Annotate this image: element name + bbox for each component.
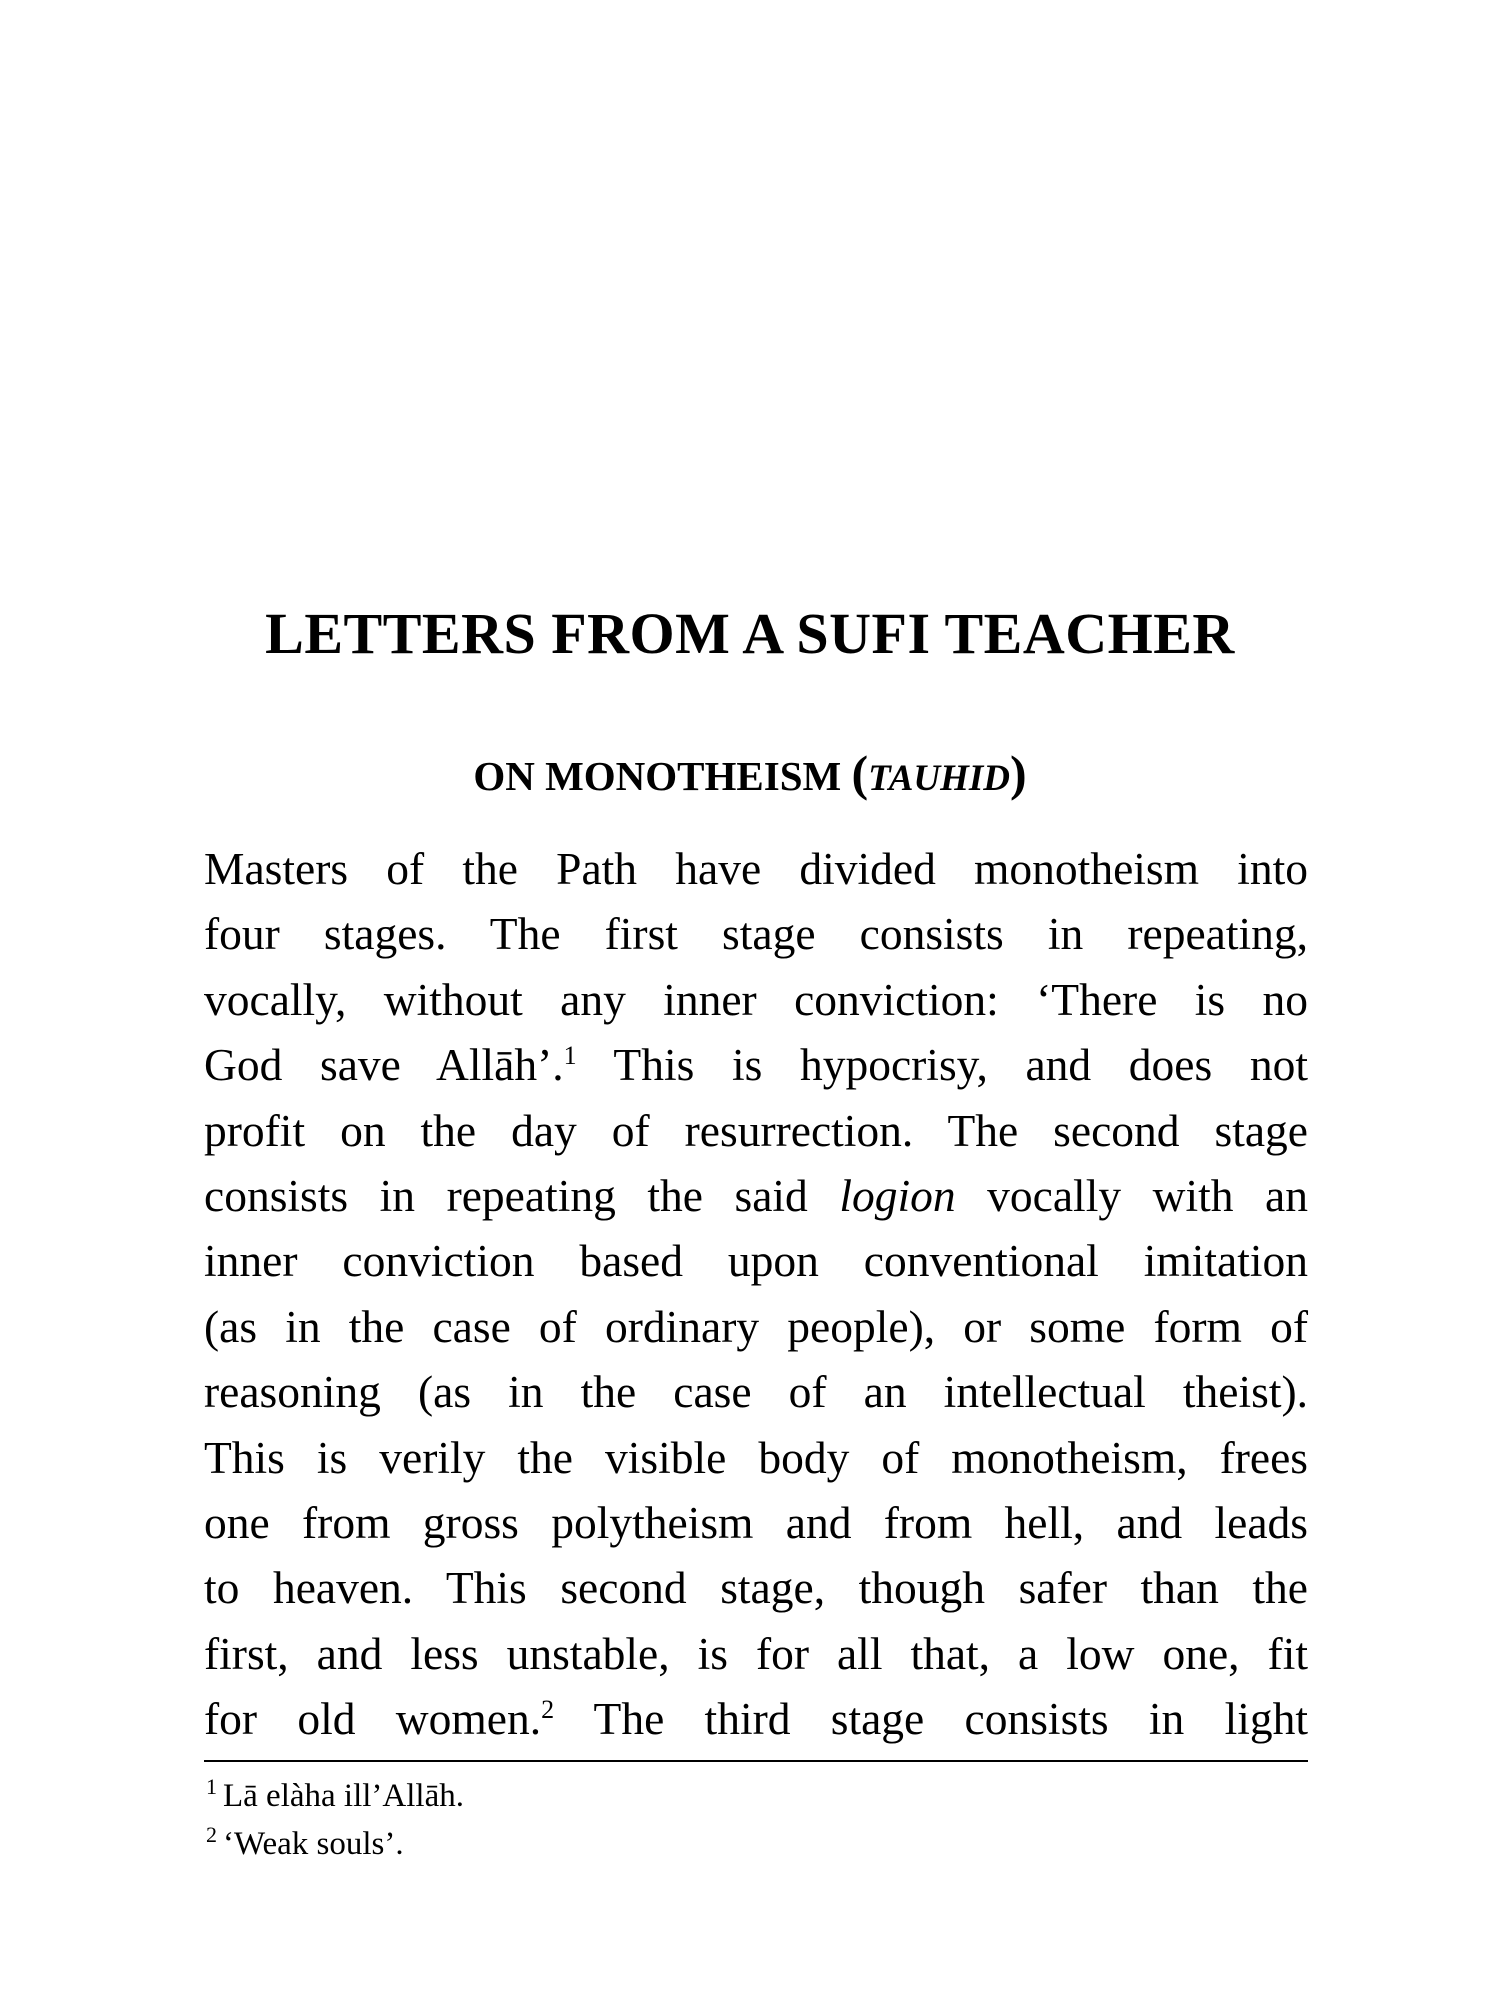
book-title: LETTERS FROM A SUFI TEACHER <box>265 601 1235 666</box>
open-paren: ( <box>851 745 869 801</box>
text-line <box>204 901 1308 966</box>
footnote-ref-1: 1 <box>563 1041 577 1071</box>
footnotes <box>206 1772 1206 1868</box>
footnote-divider <box>204 1760 1308 1762</box>
text-line <box>204 1294 1308 1359</box>
text-line <box>204 1425 1308 1490</box>
text-run: consists in repeating the said <box>204 1169 840 1221</box>
text-run: reasoning (as in the case of an intellectual theist). <box>204 1366 1308 1418</box>
text-line <box>204 1686 1308 1751</box>
text-run: Masters of the Path have divided monotheism into <box>204 843 1308 894</box>
text-run: four stages. The first stage consists in repeating, <box>204 908 1308 960</box>
text-line <box>204 1621 1308 1686</box>
text-run: vocally, without any inner conviction: ‘There is no <box>204 973 1308 1025</box>
footnote-text: Lā elàha ill’Allāh. <box>223 1778 464 1814</box>
text-line <box>204 836 1308 901</box>
text-run: This is verily the visible body of monotheism, frees <box>204 1431 1308 1483</box>
text-line <box>204 1359 1308 1424</box>
text-run: profit on the day of resurrection. The second stage <box>204 1104 1308 1156</box>
section-heading <box>200 744 1300 802</box>
text-run: The third stage consists in light <box>554 1693 1308 1745</box>
text-run: for old women. <box>204 1693 542 1745</box>
text-line <box>204 1490 1308 1555</box>
text-run: inner conviction based upon conventional imitation <box>204 1235 1308 1287</box>
italic-term: logion <box>839 1169 956 1221</box>
footnote-marker: 1 <box>206 1774 217 1799</box>
text-line <box>204 1163 1308 1228</box>
text-line <box>204 1555 1308 1620</box>
text-line <box>204 1228 1308 1293</box>
close-paren: ) <box>1010 745 1027 801</box>
section-heading-text: ON MONOTHEISM <box>473 753 842 799</box>
footnote-ref-2: 2 <box>541 1694 555 1724</box>
text-line <box>204 1098 1308 1163</box>
footnote-2 <box>206 1820 1206 1868</box>
text-run: first, and less unstable, is for all that, a low one, fit <box>204 1627 1308 1679</box>
text-run: to heaven. This second stage, though safer than the <box>204 1562 1308 1614</box>
text-run: vocally with an <box>955 1169 1308 1221</box>
main-paragraph <box>204 836 1308 1751</box>
text-run: God save Allāh’. <box>204 1039 564 1091</box>
footnote-marker: 2 <box>206 1822 217 1847</box>
footnote-text: ‘Weak souls’. <box>223 1826 404 1862</box>
section-term: TAUHID <box>868 758 1010 799</box>
footnote-1 <box>206 1772 1206 1820</box>
text-line <box>204 967 1308 1032</box>
text-run: (as in the case of ordinary people), or some form of <box>204 1300 1308 1352</box>
text-line <box>204 1032 1308 1097</box>
text-run: one from gross polytheism and from hell, and leads <box>204 1496 1308 1548</box>
text-run: This is hypocrisy, and does not <box>576 1039 1308 1091</box>
